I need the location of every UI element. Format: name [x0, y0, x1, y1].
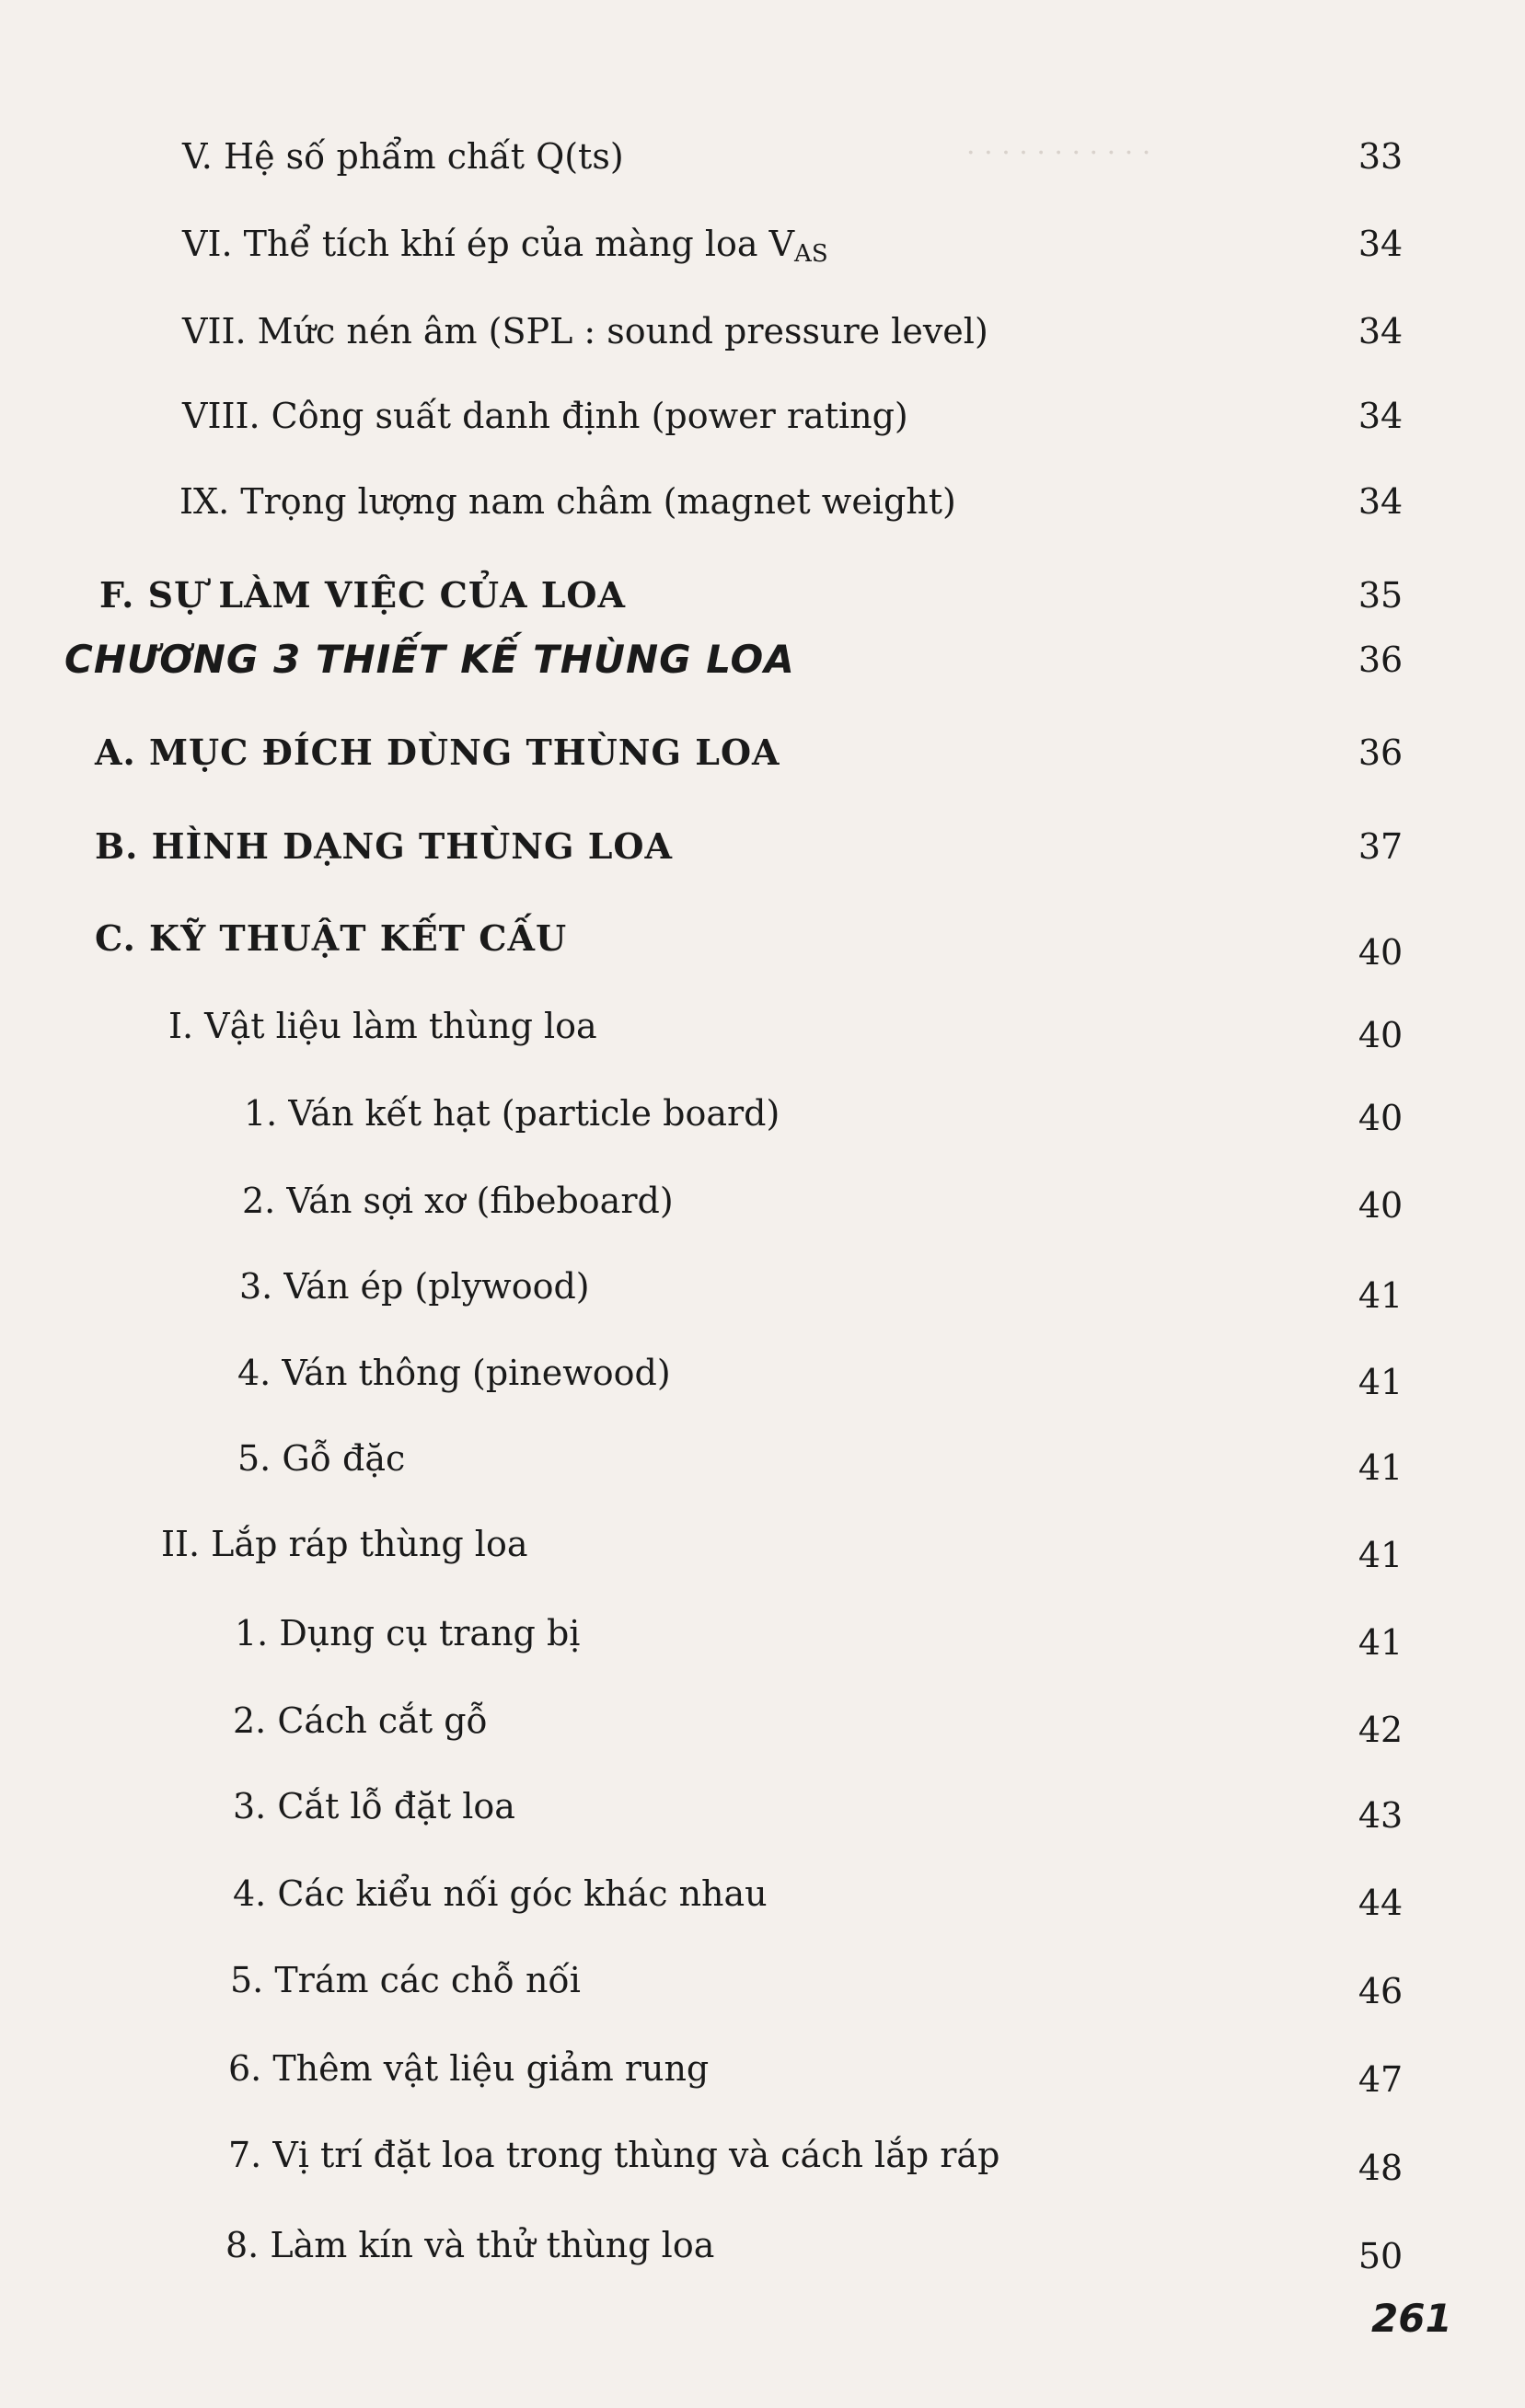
toc-entry [0, 1779, 1525, 1843]
toc-entry-title: 8. Làm kín và thử thùng loa [225, 2225, 715, 2265]
subscript: AS [794, 240, 828, 268]
toc-entry-page: 33 [1357, 136, 1404, 177]
toc-entry-page: 41 [1357, 1622, 1404, 1663]
toc-entry [0, 1345, 1525, 1410]
toc-entry [0, 474, 1525, 538]
toc-entry-page: 34 [1357, 224, 1404, 264]
toc-entry-page: 34 [1357, 481, 1404, 522]
toc-entry-page: 34 [1357, 311, 1404, 351]
toc-section [0, 725, 1525, 789]
toc-entry [0, 1953, 1525, 2017]
toc-entry-page: 46 [1357, 1971, 1404, 2011]
toc-entry-page: 37 [1357, 826, 1404, 867]
toc-entry-title: 3. Ván ép (plywood) [239, 1266, 590, 1307]
toc-entry-title: I. Vật liệu làm thùng loa [168, 1006, 597, 1046]
toc-entry-title: 4. Các kiểu nối góc khác nhau [233, 1873, 768, 1914]
toc-section [0, 568, 1525, 632]
toc-entry-title: 3. Cắt lỗ đặt loa [233, 1786, 515, 1826]
toc-entry-title: 5. Gỗ đặc [237, 1438, 406, 1479]
toc-entry-page: 40 [1357, 1098, 1404, 1138]
toc-entry-page: 44 [1357, 1883, 1404, 1923]
toc-entry-title: 1. Dụng cụ trang bị [235, 1613, 581, 1653]
toc-entry-page: 41 [1357, 1362, 1404, 1402]
toc-entry-page: 40 [1357, 1185, 1404, 1226]
toc-entry-title: VII. Mức nén âm (SPL : sound pressure level) [182, 311, 988, 351]
toc-entry-title: V. Hệ số phẩm chất Q(ts) [182, 136, 624, 177]
toc-entry-title: 4. Ván thông (pinewood) [237, 1353, 671, 1393]
toc-entry [0, 2127, 1525, 2192]
toc-section [0, 911, 1525, 975]
toc-entry [0, 1259, 1525, 1323]
toc-entry-page: 47 [1357, 2059, 1404, 2100]
toc-entry-page: 41 [1357, 1535, 1404, 1575]
toc-entry-page: 50 [1357, 2236, 1404, 2276]
toc-entry-title: 2. Cách cắt gỗ [233, 1700, 488, 1741]
toc-entry [0, 1173, 1525, 1238]
toc-entry-title: 1. Ván kết hạt (particle board) [244, 1093, 780, 1134]
toc-entry-title: 2. Ván sợi xơ (fibeboard) [242, 1181, 674, 1221]
toc-entry-page: 43 [1357, 1795, 1404, 1836]
toc-entry-page: 40 [1357, 1015, 1404, 1055]
toc-entry [0, 2041, 1525, 2105]
toc-entry [0, 998, 1525, 1063]
toc-entry-page: 40 [1357, 932, 1404, 973]
toc-entry-title: IX. Trọng lượng nam châm (magnet weight) [179, 481, 956, 522]
toc-section [0, 819, 1525, 883]
toc-entry-title: VI. Thể tích khí ép của màng loa $V_{AS}$ [182, 224, 828, 268]
toc-entry-title: II. Lắp ráp thùng loa [161, 1524, 528, 1564]
toc-entry-title: VIII. Công suất danh định (power rating) [182, 396, 908, 436]
toc-entry [0, 304, 1525, 368]
toc-entry-page: 48 [1357, 2148, 1404, 2188]
toc-entry [0, 1086, 1525, 1150]
toc-section-title: B. HÌNH DẠNG THÙNG LOA [95, 825, 674, 867]
toc-entry [0, 129, 1525, 193]
toc-entry-page: 34 [1357, 396, 1404, 436]
toc-entry [0, 1516, 1525, 1581]
toc-entry [0, 1866, 1525, 1930]
toc-entry-page: 41 [1357, 1447, 1404, 1488]
toc-entry-title: 6. Thêm vật liệu giảm rung [228, 2048, 710, 2089]
toc-entry-title: 5. Trám các chỗ nối [230, 1960, 581, 2000]
toc-entry [0, 1606, 1525, 1670]
toc-entry [0, 216, 1525, 281]
toc-entry [0, 2218, 1525, 2282]
toc-entry-page: 35 [1357, 575, 1404, 616]
toc-entry [0, 388, 1525, 453]
toc-entry-page: 36 [1357, 732, 1404, 773]
page-number: 261 [1371, 2296, 1452, 2341]
toc-entry-page: 36 [1357, 639, 1404, 680]
toc-entry-title: 7. Vị trí đặt loa trong thùng và cách lắp ráp [228, 2135, 1000, 2175]
bleed-through-decoration: . . . . . . . . . . . [966, 129, 1151, 161]
toc-entry-page: 41 [1357, 1275, 1404, 1316]
chapter-title: CHƯƠNG 3 THIẾT KẾ THÙNG LOA [64, 637, 795, 682]
toc-entry [0, 1431, 1525, 1495]
toc-section-title: C. KỸ THUẬT KẾT CẤU [95, 917, 568, 959]
toc-entry-page: 42 [1357, 1710, 1404, 1750]
toc-entry [0, 1693, 1525, 1757]
toc-chapter [0, 632, 1525, 697]
toc-section-title: F. SỰ LÀM VIỆC CỦA LOA [99, 574, 627, 616]
toc-section-title: A. MỤC ĐÍCH DÙNG THÙNG LOA [95, 732, 780, 773]
